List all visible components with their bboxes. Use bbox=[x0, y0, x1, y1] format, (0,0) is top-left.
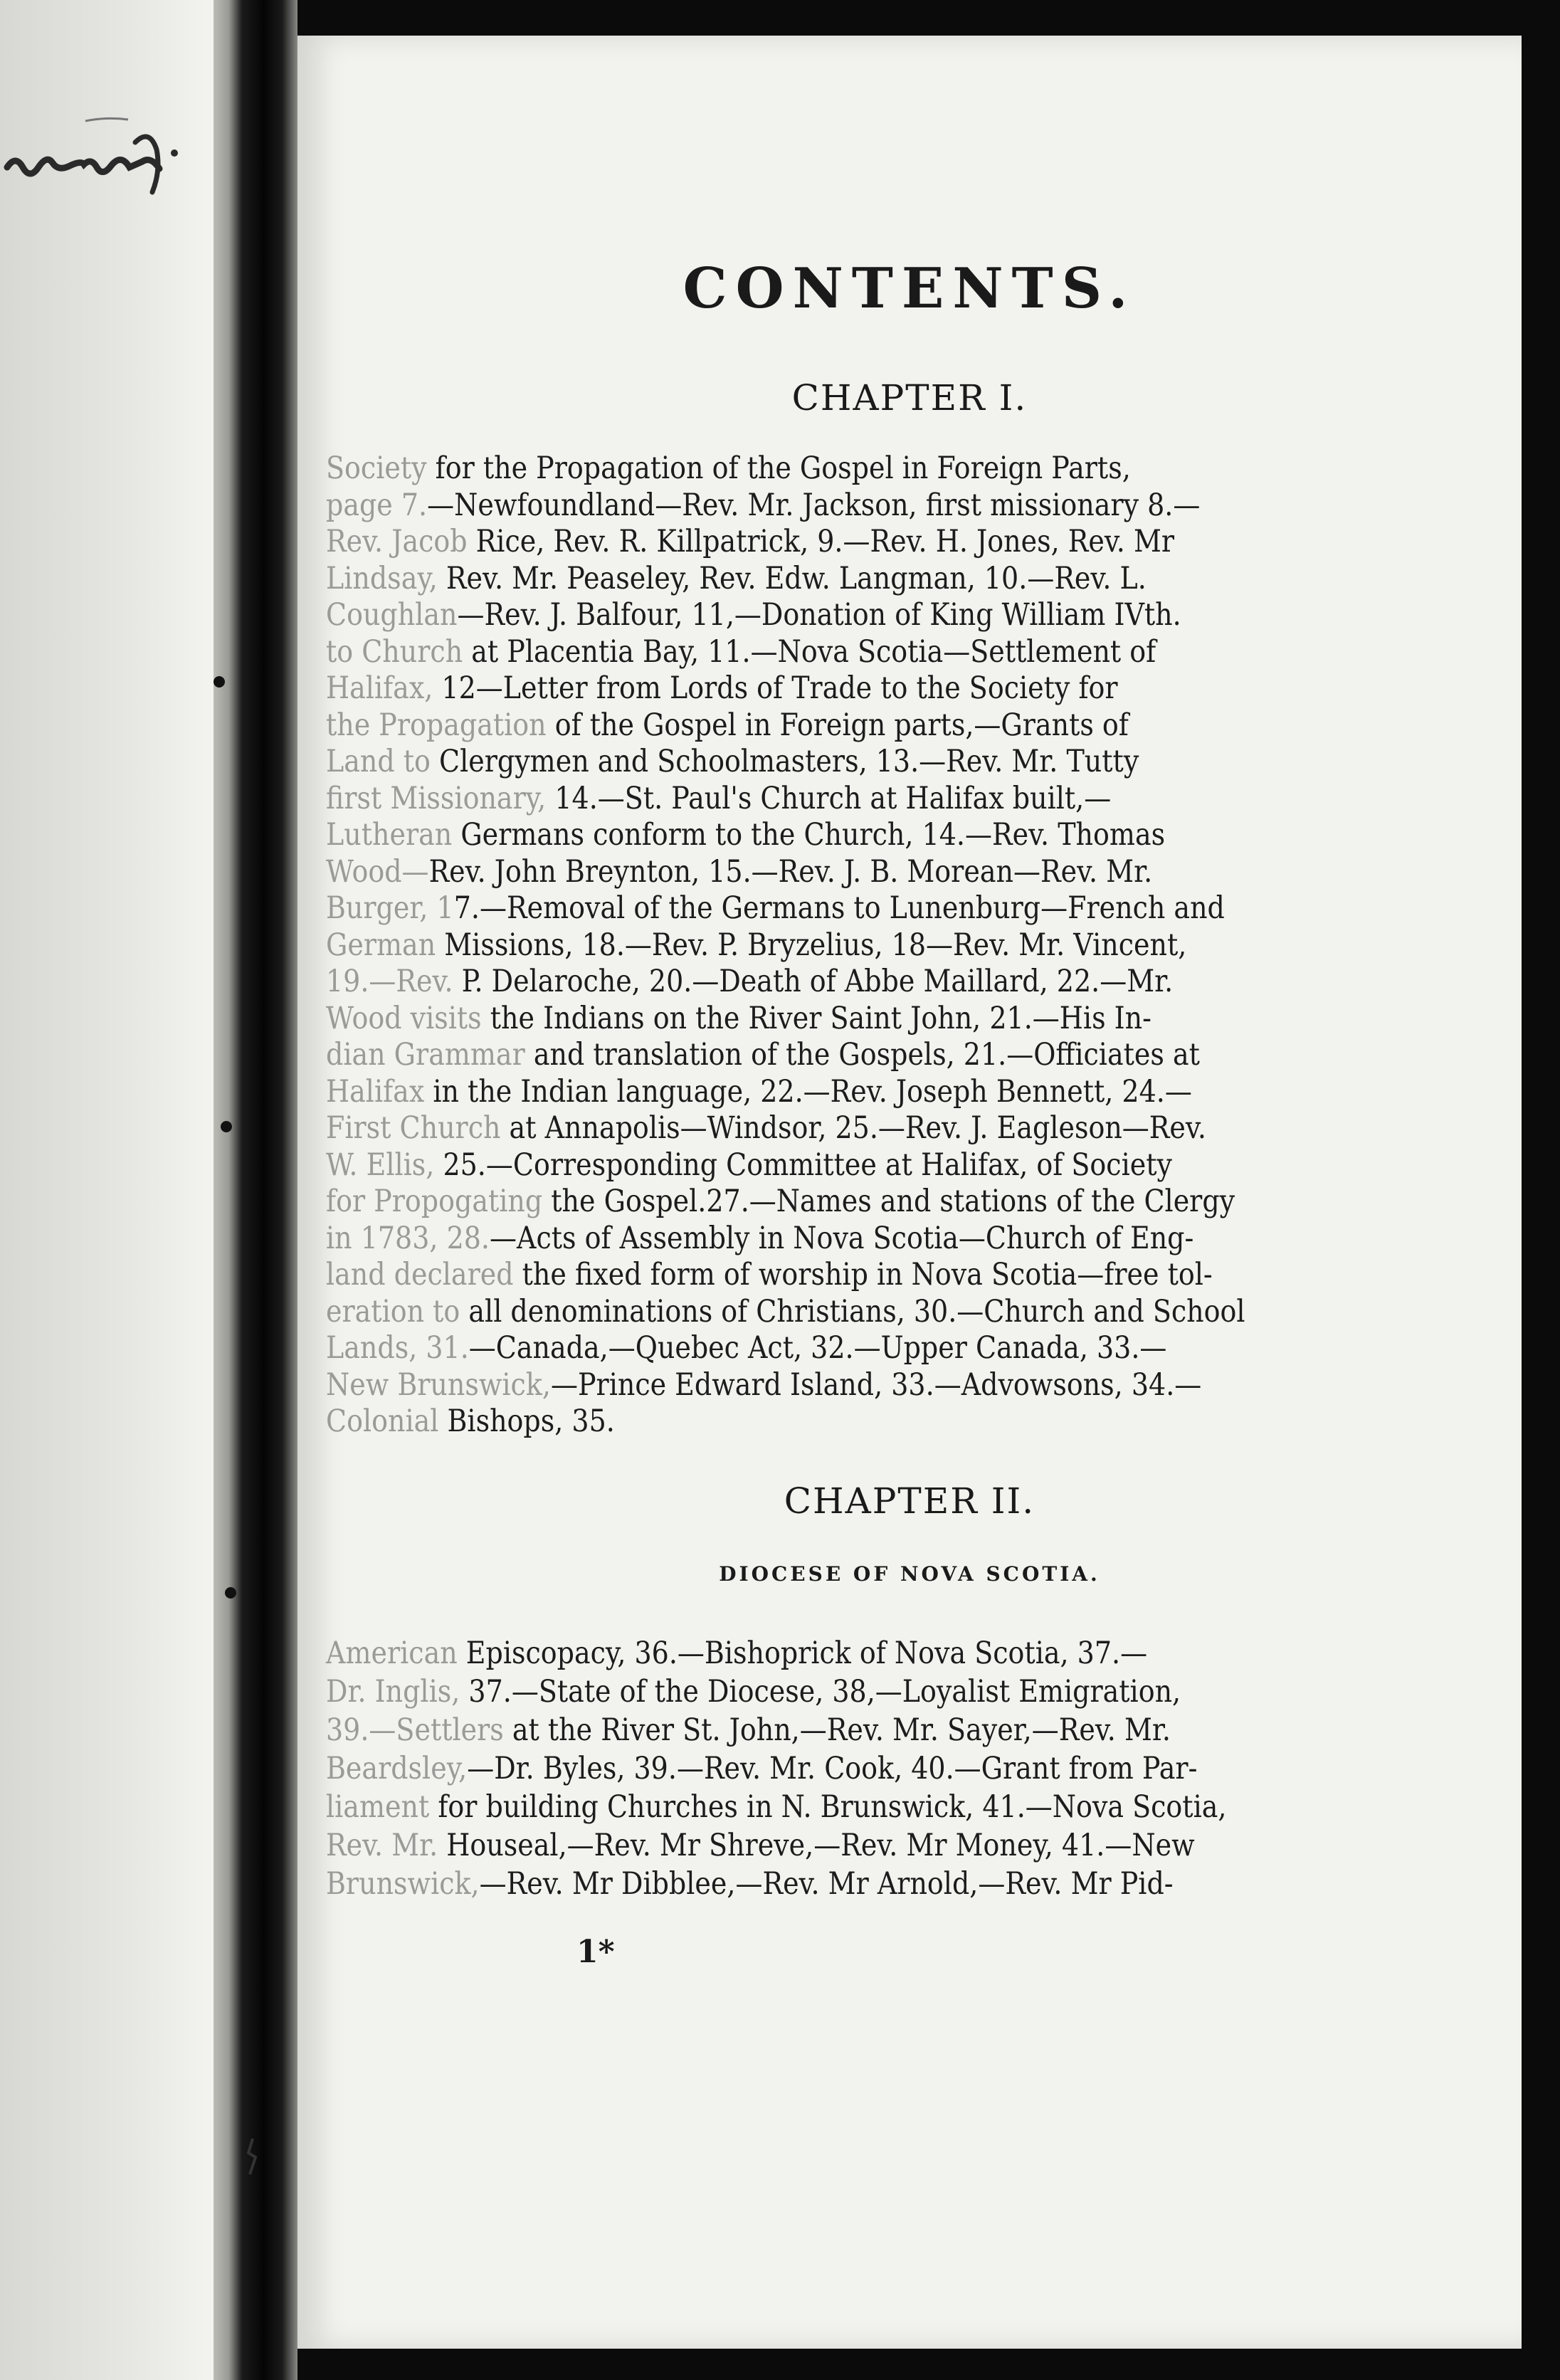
line-text: —Newfoundland—Rev. Mr. Jackson, first missionary 8.— bbox=[427, 487, 1201, 523]
faded-line-start: in 1783, 28. bbox=[326, 1220, 490, 1256]
line-text: 25.—Corresponding Committee at Halifax, of Society bbox=[434, 1147, 1172, 1183]
faded-line-start: Land to bbox=[326, 744, 431, 779]
line-text: the Gospel.27.—Names and stations of the Clergy bbox=[542, 1184, 1235, 1219]
faded-line-start: Society bbox=[326, 451, 427, 486]
faded-line-start: Lands, 31. bbox=[326, 1330, 469, 1366]
line-text: Rev. John Breynton, 15.—Rev. J. B. Morean—Rev. Mr. bbox=[428, 853, 1153, 890]
faded-line-start: Rev. Mr. bbox=[326, 1828, 438, 1863]
line-text: —Rev. Mr Dibblee,—Rev. Mr Arnold,—Rev. Mr Pid- bbox=[479, 1866, 1174, 1902]
faded-line-start: Wood visits bbox=[326, 1000, 482, 1036]
contents-line bbox=[326, 1710, 1408, 1750]
line-text: Episcopacy, 36.—Bishoprick of Nova Scotia, 37.— bbox=[457, 1636, 1148, 1671]
line-text: —Acts of Assembly in Nova Scotia—Church of Eng- bbox=[490, 1220, 1194, 1256]
line-text: Houseal,—Rev. Mr Shreve,—Rev. Mr Money, 41.—New bbox=[438, 1828, 1195, 1863]
line-text: of the Gospel in Foreign parts,—Grants of bbox=[546, 707, 1129, 743]
faded-line-start: dian Grammar bbox=[326, 1037, 525, 1073]
faded-line-start: First Church bbox=[326, 1110, 501, 1146]
faded-line-start: Brunswick, bbox=[326, 1866, 480, 1902]
contents-line bbox=[326, 1672, 1408, 1712]
line-text: Germans conform to the Church, 14.—Rev. Thomas bbox=[452, 817, 1166, 853]
faded-line-start: for Propogating bbox=[326, 1184, 543, 1219]
chapter-1-heading: CHAPTER I. bbox=[791, 377, 1028, 418]
line-text: Missions, 18.—Rev. P. Bryzelius, 18—Rev. Mr. Vincent, bbox=[436, 927, 1187, 963]
line-text: in the Indian language, 22.—Rev. Joseph Bennett, 24.— bbox=[424, 1073, 1192, 1110]
page-title: CONTENTS. bbox=[682, 256, 1137, 321]
line-text: 37.—State of the Diocese, 38,—Loyalist Emigration, bbox=[460, 1674, 1181, 1710]
binding-hole-mark bbox=[221, 1121, 232, 1132]
facing-page-edge bbox=[0, 0, 214, 2380]
contents-line bbox=[326, 1749, 1408, 1789]
faded-line-start: Coughlan bbox=[326, 597, 458, 633]
faded-line-start: liament bbox=[326, 1789, 430, 1825]
line-text: Clergymen and Schoolmasters, 13.—Rev. Mr. Tutty bbox=[430, 744, 1139, 779]
line-text: P. Delaroche, 20.—Death of Abbe Maillard, 22.—Mr. bbox=[453, 964, 1174, 999]
line-text: at Placentia Bay, 11.—Nova Scotia—Settlement of bbox=[463, 633, 1156, 670]
line-text: —Prince Edward Island, 33.—Advowsons, 34.— bbox=[550, 1367, 1202, 1403]
line-text: the Indians on the River Saint John, 21.—His In- bbox=[481, 1000, 1151, 1036]
line-text: at Annapolis—Windsor, 25.—Rev. J. Eagleson—Rev. bbox=[500, 1110, 1206, 1146]
line-text: —Rev. J. Balfour, 11,—Donation of King William IVth. bbox=[457, 597, 1181, 633]
line-text: at the River St. John,—Rev. Mr. Sayer,—Rev. Mr. bbox=[503, 1712, 1171, 1748]
faded-line-start: page 7. bbox=[326, 487, 428, 523]
line-text: Rice, Rev. R. Killpatrick, 9.—Rev. H. Jones, Rev. Mr bbox=[467, 524, 1175, 559]
faded-line-start: Lutheran bbox=[326, 817, 453, 853]
line-text: Rev. Mr. Peaseley, Rev. Edw. Langman, 10.—Rev. L. bbox=[437, 560, 1147, 596]
signature-mark: 1* bbox=[576, 1934, 615, 1970]
line-text: all denominations of Christians, 30.—Church and School bbox=[460, 1293, 1245, 1329]
faded-line-start: to Church bbox=[326, 633, 463, 670]
faded-line-start: Rev. Jacob bbox=[326, 524, 468, 559]
line-text: 14.—St. Paul's Church at Halifax built,— bbox=[546, 780, 1112, 816]
faded-line-start: W. Ellis, bbox=[326, 1147, 435, 1183]
faded-line-start: first Missionary, bbox=[326, 780, 547, 816]
faded-line-start: American bbox=[326, 1636, 458, 1671]
line-text: 7.—Removal of the Germans to Lunenburg—French and bbox=[453, 890, 1225, 926]
faded-line-start: New Brunswick, bbox=[326, 1367, 551, 1403]
binding-hole-mark bbox=[225, 1587, 236, 1599]
chapter-2-subheading: DIOCESE OF NOVA SCOTIA. bbox=[719, 1562, 1100, 1586]
faded-line-start: Beardsley, bbox=[326, 1751, 468, 1786]
contents-line bbox=[326, 1826, 1408, 1865]
binding-hole-mark bbox=[214, 676, 225, 688]
book-gutter bbox=[214, 0, 297, 2380]
faded-line-start: eration to bbox=[326, 1293, 460, 1329]
faded-line-start: Dr. Inglis, bbox=[326, 1674, 460, 1710]
contents-line bbox=[326, 1633, 1408, 1673]
faded-line-start: Halifax, bbox=[326, 670, 433, 706]
faded-line-start: the Propagation bbox=[326, 707, 547, 743]
faded-line-start: land declared bbox=[326, 1257, 514, 1292]
line-text: for building Churches in N. Brunswick, 41.—Nova Scotia, bbox=[429, 1789, 1227, 1825]
contents-line bbox=[326, 1864, 1408, 1904]
faded-line-start: 39.—Settlers bbox=[326, 1712, 504, 1748]
chapter-2-heading: CHAPTER II. bbox=[784, 1480, 1035, 1522]
faded-line-start: Halifax bbox=[326, 1073, 425, 1110]
contents-line bbox=[326, 1787, 1408, 1827]
margin-mark bbox=[242, 2135, 263, 2178]
line-text: the fixed form of worship in Nova Scotia—free tol- bbox=[513, 1257, 1213, 1292]
chapter-2-contents bbox=[297, 36, 1522, 2349]
line-text: for the Propagation of the Gospel in Foreign Parts, bbox=[426, 451, 1131, 486]
line-text: and translation of the Gospels, 21.—Officiates at bbox=[525, 1037, 1200, 1073]
faded-line-start: Colonial bbox=[326, 1404, 439, 1439]
line-text: 12—Letter from Lords of Trade to the Society for bbox=[433, 670, 1118, 706]
line-text: Bishops, 35. bbox=[438, 1404, 615, 1439]
faded-line-start: 19.—Rev. bbox=[326, 964, 453, 999]
line-text: —Dr. Byles, 39.—Rev. Mr. Cook, 40.—Grant from Par- bbox=[467, 1751, 1198, 1786]
handwritten-mark-image bbox=[0, 100, 206, 214]
faded-line-start: Wood— bbox=[326, 853, 429, 890]
faded-line-start: Burger, 1 bbox=[326, 890, 454, 926]
faded-line-start: Lindsay, bbox=[326, 560, 438, 596]
faded-line-start: German bbox=[326, 927, 436, 963]
line-text: —Canada,—Quebec Act, 32.—Upper Canada, 33.— bbox=[468, 1330, 1167, 1366]
contents-page bbox=[297, 36, 1522, 2349]
